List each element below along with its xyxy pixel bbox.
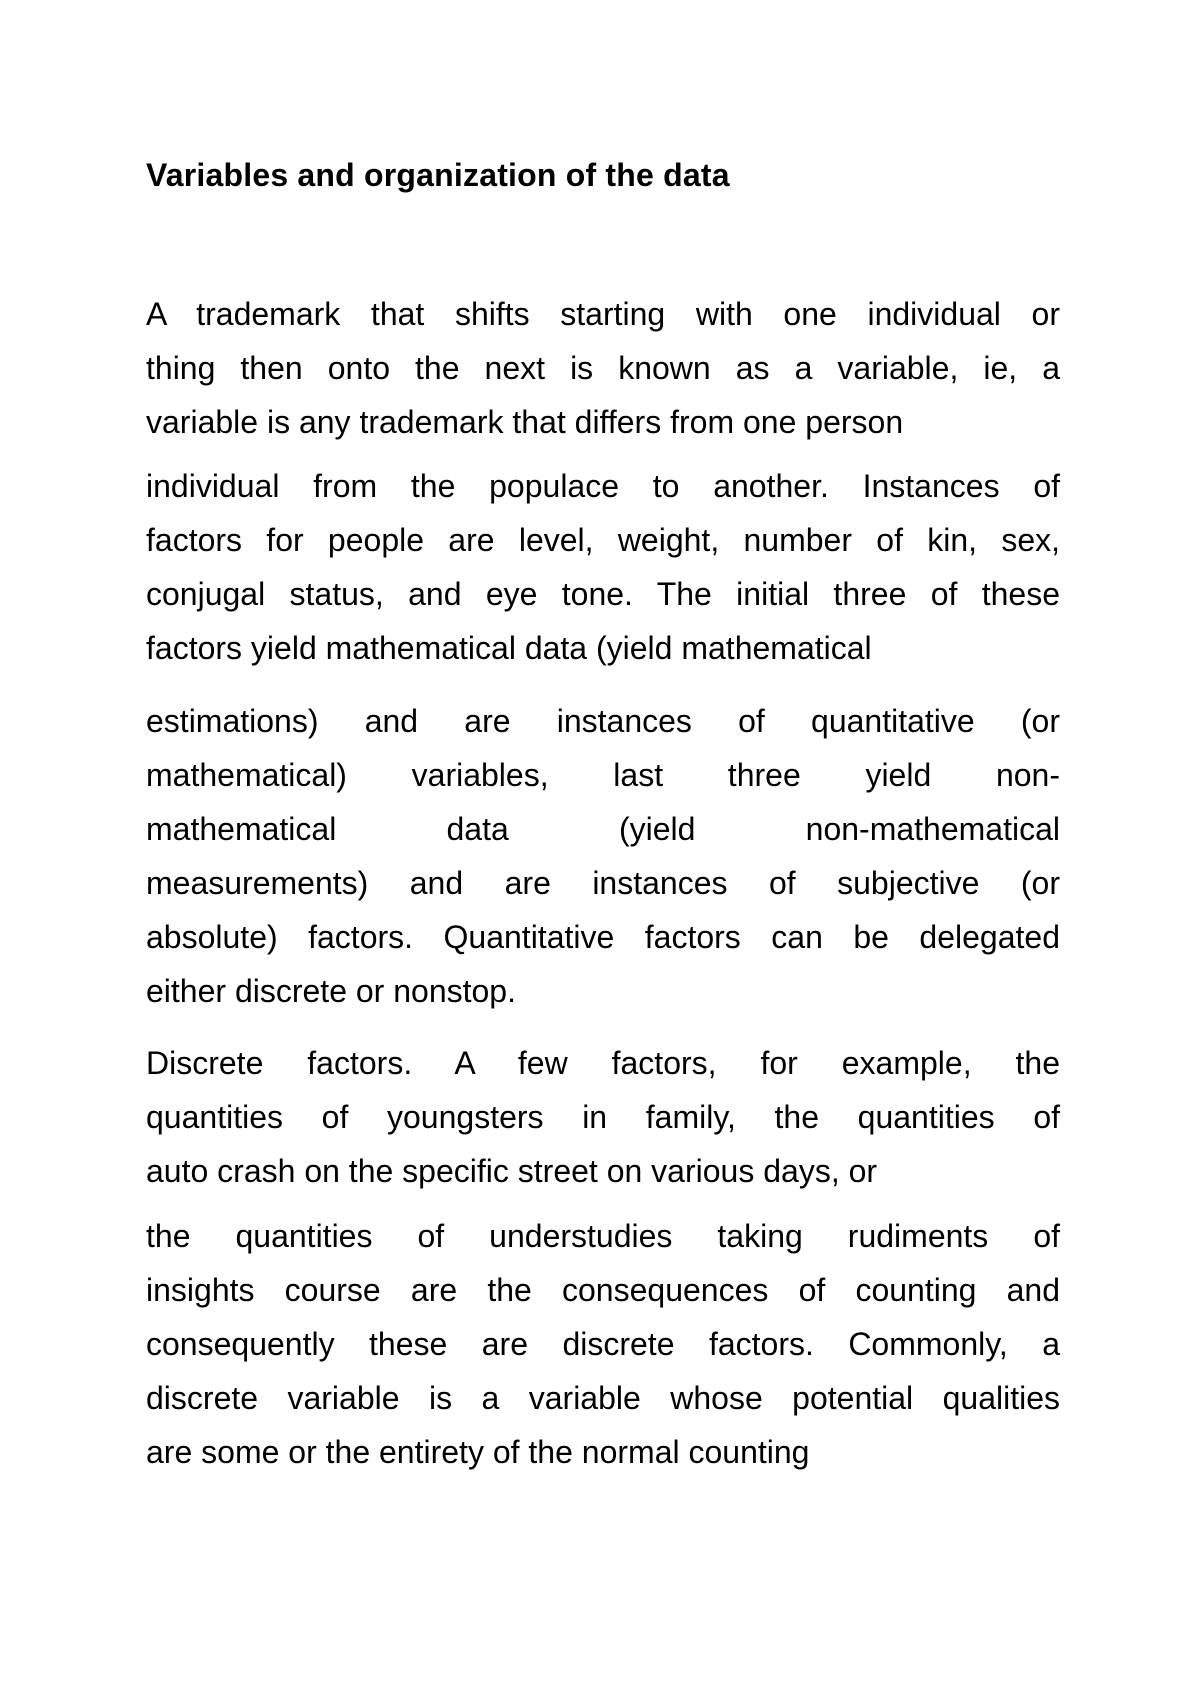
paragraph-line: consequently these are discrete factors. Commonly, a xyxy=(146,1326,1060,1362)
paragraph-4 xyxy=(146,1036,1060,1198)
paragraph-line: mathematical data (yield non-mathematical xyxy=(146,811,1060,847)
paragraph-2 xyxy=(146,459,1060,675)
paragraph-line: estimations) and are instances of quantitative (or xyxy=(146,703,1060,739)
paragraph-line: insights course are the consequences of counting and xyxy=(146,1272,1060,1308)
paragraph-line: conjugal status, and eye tone. The initial three of these xyxy=(146,576,1060,612)
paragraph-line: A trademark that shifts starting with one individual or xyxy=(146,296,1060,332)
paragraph-line: factors yield mathematical data (yield mathematical xyxy=(146,630,872,666)
paragraph-line: quantities of youngsters in family, the quantities of xyxy=(146,1099,1060,1135)
paragraph-line: individual from the populace to another. Instances of xyxy=(146,468,1060,504)
paragraph-line: mathematical) variables, last three yield non- xyxy=(146,757,1060,793)
paragraph-line: auto crash on the specific street on various days, or xyxy=(146,1153,878,1189)
paragraph-line: measurements) and are instances of subjective (or xyxy=(146,865,1060,901)
paragraph-5 xyxy=(146,1209,1060,1479)
document-title: Variables and organization of the data xyxy=(146,157,730,193)
paragraph-line: thing then onto the next is known as a variable, ie, a xyxy=(146,350,1060,386)
paragraph-1 xyxy=(146,287,1060,449)
paragraph-line: absolute) factors. Quantitative factors can be delegated xyxy=(146,919,1060,955)
paragraph-line: either discrete or nonstop. xyxy=(146,973,516,1009)
paragraph-line: discrete variable is a variable whose potential qualities xyxy=(146,1380,1060,1416)
paragraph-line: variable is any trademark that differs from one person xyxy=(146,404,904,440)
paragraph-line: are some or the entirety of the normal counting xyxy=(146,1434,810,1470)
paragraph-line: factors for people are level, weight, number of kin, sex, xyxy=(146,522,1060,558)
paragraph-3 xyxy=(146,694,1060,1018)
paragraph-line: Discrete factors. A few factors, for example, the xyxy=(146,1045,1060,1081)
paragraph-line: the quantities of understudies taking rudiments of xyxy=(146,1218,1060,1254)
